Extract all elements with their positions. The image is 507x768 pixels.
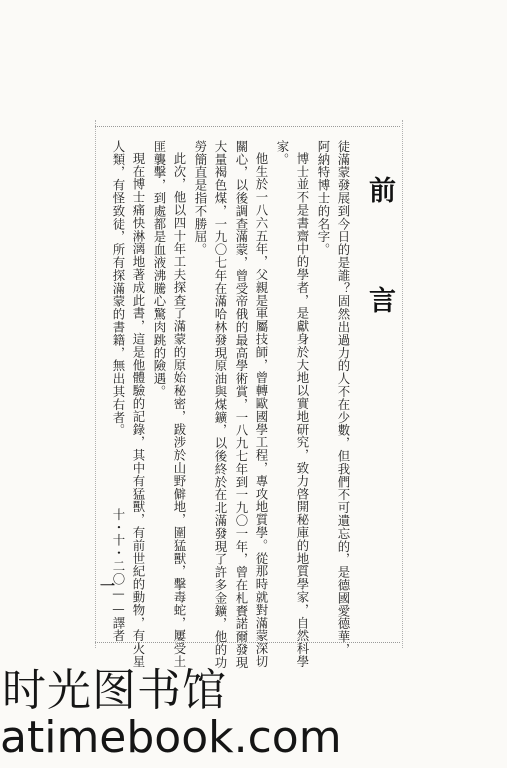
watermark-title: 时光图书馆 [2, 665, 227, 716]
translator-signature: 十・十・二〇——譯者 [111, 508, 126, 643]
text-line: 現在博士痛快淋漓地著成此書，這是他體驗的記錄，其中有猛獸，有前世紀的動物，有火星 [131, 152, 146, 668]
text-line: 關心，以後調查滿蒙，曾受帝俄的最高學術賞，一八九七年到一九〇一年，曾在札賚諾爾發現 [234, 140, 249, 669]
text-line: 家。 [275, 140, 290, 166]
page-title: 前 言 [364, 176, 395, 339]
watermark-url: atimebook.com [0, 712, 342, 763]
text-line: 博士並不是書齋中的學者，是獻身於大地以實地研究，致力啓開秘庫的地質學家，自然科學 [295, 152, 310, 668]
text-line: 徒滿蒙發展到今日的是誰？固然出過力的人不在少數，但我們不可遺忘的，是德國愛德華， [336, 140, 351, 656]
text-line: 此次，他以四十年工夫探查了滿蒙的原始秘密，跋涉於山野僻地，圍猛獸，擊毒蛇，屢受土 [172, 152, 187, 668]
text-line: 他生於一八六五年，父親是軍屬技師，曾轉歐國學工程，專攻地質學。從那時就對滿蒙深切 [254, 152, 269, 668]
text-line: 勞簡直是指不勝屈。 [193, 140, 208, 257]
right-border [402, 120, 403, 648]
text-line: 匪襲擊，到處都是血液沸騰心驚肉跳的險遇。 [152, 140, 167, 398]
text-line: 人類，有怪致徒，所有探滿蒙的書籍，無出其右者。 [111, 140, 126, 437]
page-number: 一 [100, 577, 116, 595]
text-line: 大量褐色煤，一九〇七年在滿哈林發現原油與煤鑛，以後終於在北滿發現了許多金鑛，他的功 [213, 140, 228, 669]
top-border [95, 126, 400, 127]
text-line: 阿納特博士的名字。 [316, 140, 331, 257]
left-border [95, 120, 96, 648]
